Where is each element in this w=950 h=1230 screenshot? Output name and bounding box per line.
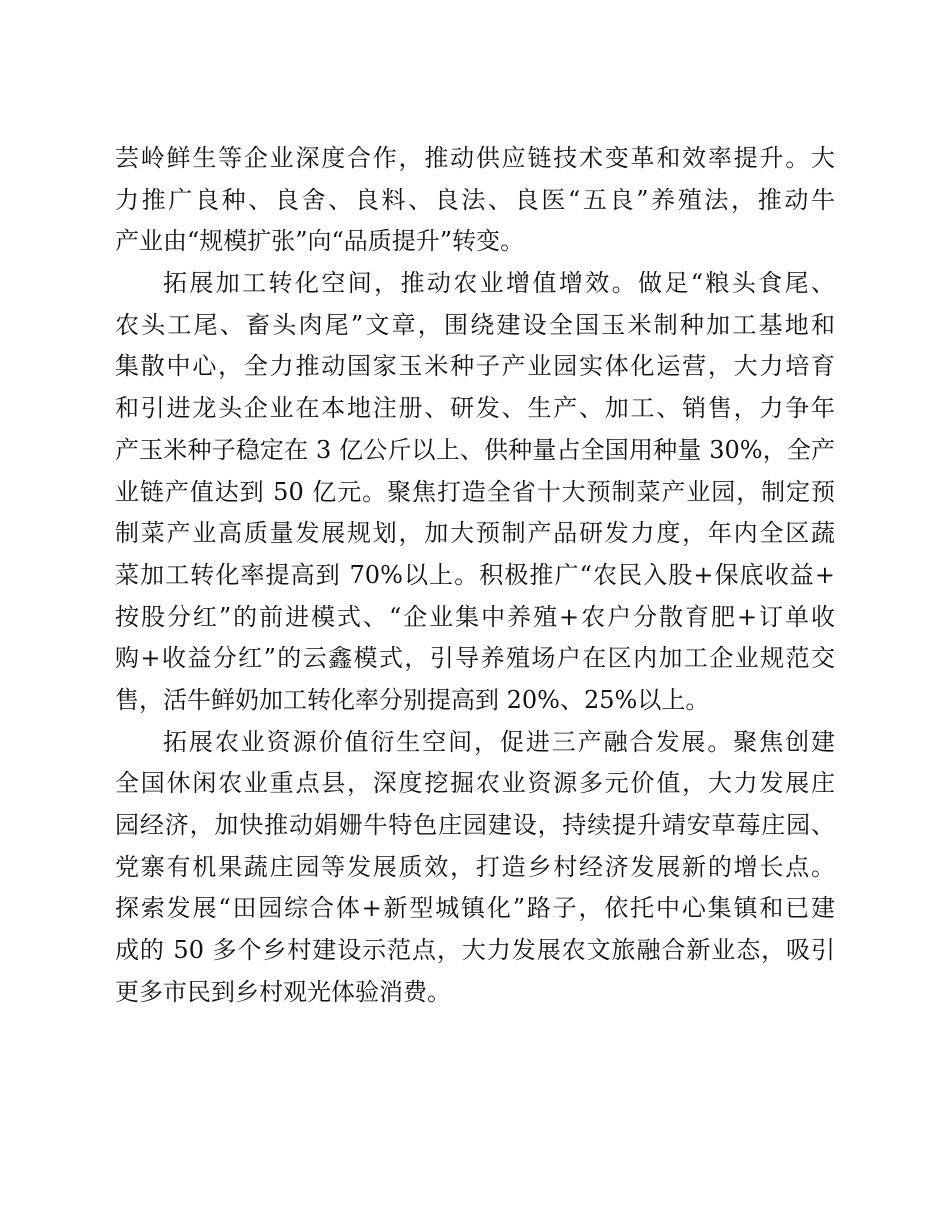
paragraph-line: 农头工尾、畜头肉尾”文章，围绕建设全国玉米制种加工基地和 <box>115 310 835 339</box>
paragraph-line: 按股分红”的前进模式、“企业集中养殖+农户分散育肥+订单收 <box>115 602 835 631</box>
paragraph-line: 和引进龙头企业在本地注册、研发、生产、加工、销售，力争年 <box>115 394 835 423</box>
document-body <box>115 138 835 1013</box>
paragraph-line: 成的 50 多个乡村建设示范点，大力发展农文旅融合新业态，吸引 <box>115 936 835 965</box>
paragraph-line: 党寨有机果蔬庄园等发展质效，打造乡村经济发展新的增长点。 <box>115 852 835 881</box>
paragraph-line: 产玉米种子稳定在 3 亿公斤以上、供种量占全国用种量 30%，全产 <box>115 435 835 464</box>
paragraph-line: 制菜产业高质量发展规划，加大预制产品研发力度，年内全区蔬 <box>115 519 835 548</box>
paragraph-line: 业链产值达到 50 亿元。聚焦打造全省十大预制菜产业园，制定预 <box>115 477 835 506</box>
paragraph-supply-chain <box>115 138 835 263</box>
paragraph-line: 园经济，加快推动娟姗牛特色庄园建设，持续提升靖安草莓庄园、 <box>115 811 835 839</box>
paragraph-line: 芸岭鲜生等企业深度合作，推动供应链技术变革和效率提升。大 <box>115 144 835 172</box>
paragraph-line: 拓展加工转化空间，推动农业增值增效。做足“粮头食尾、 <box>163 269 835 298</box>
paragraph-processing <box>115 263 835 722</box>
paragraph-line: 集散中心，全力推动国家玉米种子产业园实体化运营，大力培育 <box>115 352 835 381</box>
paragraph-line: 售，活牛鲜奶加工转化率分别提高到 20%、25%以上。 <box>115 685 710 714</box>
paragraph-line: 更多市民到乡村观光体验消费。 <box>115 977 451 1006</box>
paragraph-line: 全国休闲农业重点县，深度挖掘农业资源多元价值，大力发展庄 <box>115 769 835 798</box>
paragraph-line: 拓展农业资源价值衍生空间，促进三产融合发展。聚焦创建 <box>163 727 835 756</box>
paragraph-line: 力推广良种、良舍、良料、良法、良医“五良”养殖法，推动牛 <box>115 185 835 214</box>
paragraph-line: 产业由“规模扩张”向“品质提升”转变。 <box>115 227 525 256</box>
paragraph-line: 购+收益分红”的云鑫模式，引导养殖场户在区内加工企业规范交 <box>115 644 835 673</box>
paragraph-line: 探索发展“田园综合体+新型城镇化”路子，依托中心集镇和已建 <box>115 894 835 923</box>
paragraph-integration <box>115 722 835 1014</box>
paragraph-line: 菜加工转化率提高到 70%以上。积极推广“农民入股+保底收益+ <box>115 560 835 589</box>
